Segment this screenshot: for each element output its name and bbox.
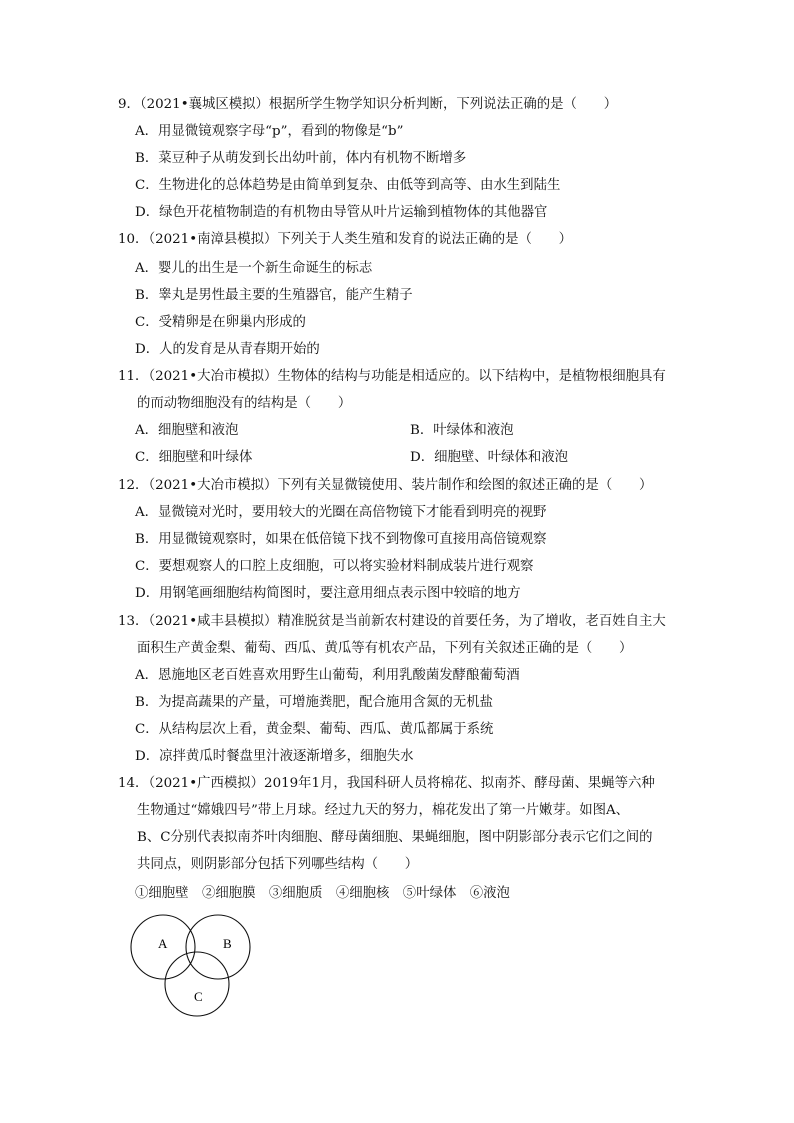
venn-circle-b [186, 915, 250, 979]
question-12-stem: 12．（2021•大冶市模拟）下列有关显微镜使用、装片制作和绘图的叙述正确的是（ ） [118, 478, 653, 493]
venn-label-b: B [223, 936, 232, 951]
question-13-option-a: A．恩施地区老百姓喜欢用野生山葡萄，利用乳酸菌发酵酿葡萄酒 [135, 668, 520, 683]
question-13-option-b: B．为提高蔬果的产量，可增施粪肥，配合施用含氮的无机盐 [135, 695, 493, 710]
question-14-stem-line-2: 生物通过“嫦娥四号”带上月球。经过九天的努力，棉花发出了第一片嫩芽。如图A、 [137, 803, 630, 818]
question-12-option-c: C．要想观察人的口腔上皮细胞，可以将实验材料制成装片进行观察 [135, 559, 534, 574]
question-13-stem: 13．（2021•咸丰县模拟）精准脱贫是当前新农村建设的首要任务，为了增收，老百姓自主大 [118, 614, 666, 629]
venn-label-a: A [158, 936, 168, 951]
question-12-option-a: A．显微镜对光时，要用较大的光圈在高倍物镜下才能看到明亮的视野 [135, 505, 547, 520]
question-9-option-b: B．菜豆种子从萌发到长出幼叶前，体内有机物不断增多 [135, 151, 467, 166]
question-10-option-b: B．睾丸是男性最主要的生殖器官，能产生精子 [135, 288, 413, 303]
question-14-choices: ①细胞壁 ②细胞膜 ③细胞质 ④细胞核 ⑤叶绿体 ⑥液泡 [135, 886, 510, 901]
question-13-option-c: C．从结构层次上看，黄金梨、葡萄、西瓜、黄瓜都属于系统 [135, 722, 494, 737]
question-10-stem: 10．（2021•南漳县模拟）下列关于人类生殖和发育的说法正确的是（ ） [118, 232, 573, 247]
question-14-stem-line-4: 共同点，则阴影部分包括下列哪些结构（ ） [137, 857, 419, 872]
question-11-option-a: A．细胞壁和液泡 [135, 423, 239, 438]
venn-diagram [130, 912, 270, 1022]
question-14-stem: 14．（2021•广西模拟）2019年1月，我国科研人员将棉花、拟南芥、酵母菌、果蝇等六种 [118, 776, 655, 791]
question-11-stem: 11．（2021•大冶市模拟）生物体的结构与功能是相适应的。以下结构中，是植物根细胞具有 [118, 369, 666, 384]
question-11-option-b: B．叶绿体和液泡 [410, 423, 514, 438]
question-11-option-c: C．细胞壁和叶绿体 [135, 450, 253, 465]
question-9-stem: 9．（2021•襄城区模拟）根据所学生物学知识分析判断，下列说法正确的是（ ） [118, 97, 618, 112]
question-14-stem-line-3: B、C分别代表拟南芥叶肉细胞、酵母菌细胞、果蝇细胞，图中阴影部分表示它们之间的 [137, 830, 653, 845]
question-12-option-b: B．用显微镜观察时，如果在低倍镜下找不到物像可直接用高倍镜观察 [135, 532, 547, 547]
question-10-option-c: C．受精卵是在卵巢内形成的 [135, 315, 306, 330]
question-10-option-d: D．人的发育是从青春期开始的 [135, 342, 320, 357]
question-9-option-d: D．绿色开花植物制造的有机物由导管从叶片运输到植物体的其他器官 [135, 205, 548, 220]
question-11-option-d: D．细胞壁、叶绿体和液泡 [410, 450, 569, 465]
venn-label-c: C [194, 989, 203, 1004]
question-13-option-d: D．凉拌黄瓜时餐盘里汁液逐渐增多，细胞失水 [135, 749, 414, 764]
question-12-option-d: D．用钢笔画细胞结构简图时，要注意用细点表示图中较暗的地方 [135, 586, 521, 601]
question-10-option-a: A．婴儿的出生是一个新生命诞生的标志 [135, 261, 373, 276]
question-11-stem-line-2: 的而动物细胞没有的结构是（ ） [137, 396, 352, 411]
question-9-option-c: C．生物进化的总体趋势是由简单到复杂、由低等到高等、由水生到陆生 [135, 178, 561, 193]
question-9-option-a: A．用显微镜观察字母“p”，看到的物像是“b” [135, 124, 404, 139]
venn-circle-c [165, 952, 229, 1016]
question-13-stem-line-2: 面积生产黄金梨、葡萄、西瓜、黄瓜等有机农产品，下列有关叙述正确的是（ ） [137, 641, 633, 656]
